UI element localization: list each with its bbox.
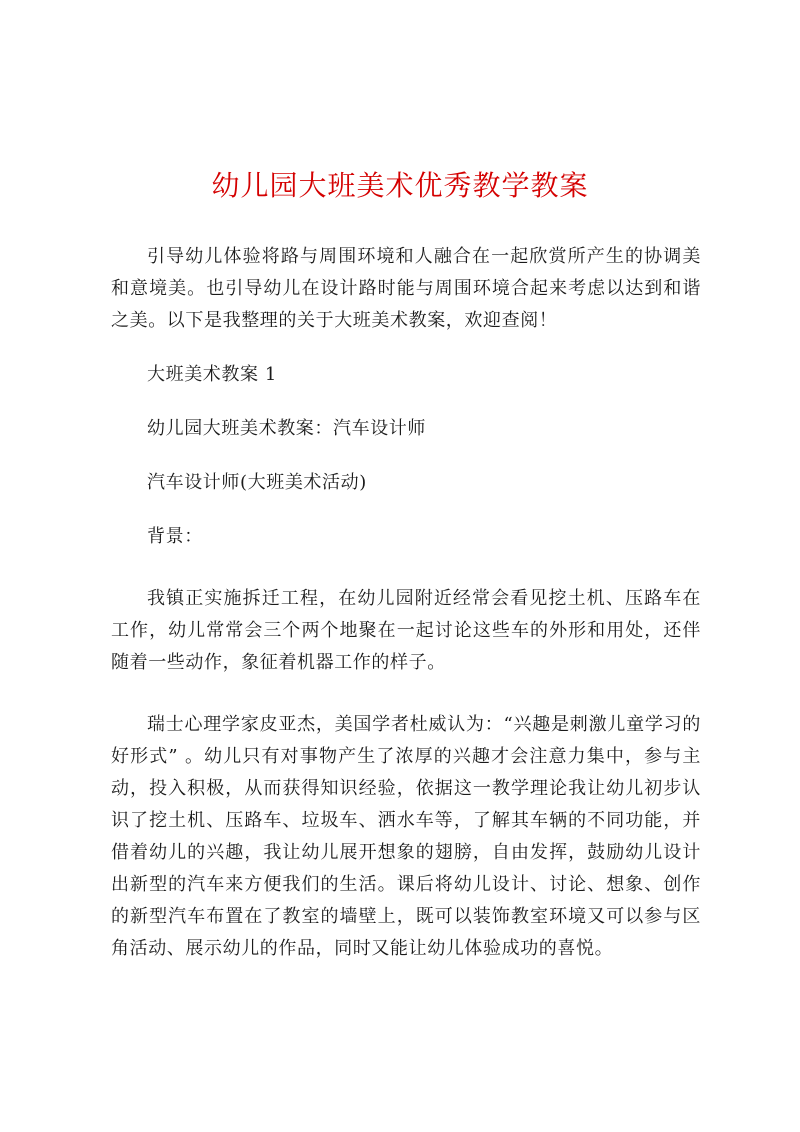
- activity-title: 汽车设计师(大班美术活动): [147, 472, 367, 493]
- document-title: 幼儿园大班美术优秀教学教案: [211, 169, 589, 202]
- document-body: [111, 241, 701, 965]
- intro-paragraph: 引导幼儿体验将路与周围环境和人融合在一起欣赏所产生的协调美和意境美。也引导幼儿在设计路时能与周围环境合起来考虑以达到和谐之美。以下是我整理的关于大班美术教案，欢迎查阅！: [111, 246, 701, 331]
- theory-paragraph: 瑞士心理学家皮亚杰，美国学者杜威认为：“兴趣是刺激儿童学习的好形式” 。幼儿只有对事物产生了浓厚的兴趣才会注意力集中，参与主动，投入积极，从而获得知识经验，依据这一教学理论我让幼儿初步认识了挖土机、压路车、垃圾车、洒水车等，了解其车辆的不同功能，并借着幼儿的兴趣，我让幼儿展开想象的翅膀，自由发挥，鼓励幼儿设计出新型的汽车来方便我们的生活。课后将幼儿设计、讨论、想象、创作的新型汽车布置在了教室的墙壁上，既可以装饰教室环境又可以参与区角活动、展示幼儿的作品，同时又能让幼儿体验成功的喜悦。: [111, 714, 701, 959]
- section-heading-lesson-1: 大班美术教案 1: [147, 364, 277, 385]
- lesson-title: 幼儿园大班美术教案：汽车设计师: [147, 418, 426, 439]
- background-paragraph: 我镇正实施拆迁工程，在幼儿园附近经常会看见挖土机、压路车在工作，幼儿常常会三个两个地聚在一起讨论这些车的外形和用处，还伴随着一些动作，象征着机器工作的样子。: [111, 588, 701, 673]
- background-label: 背景：: [147, 526, 203, 547]
